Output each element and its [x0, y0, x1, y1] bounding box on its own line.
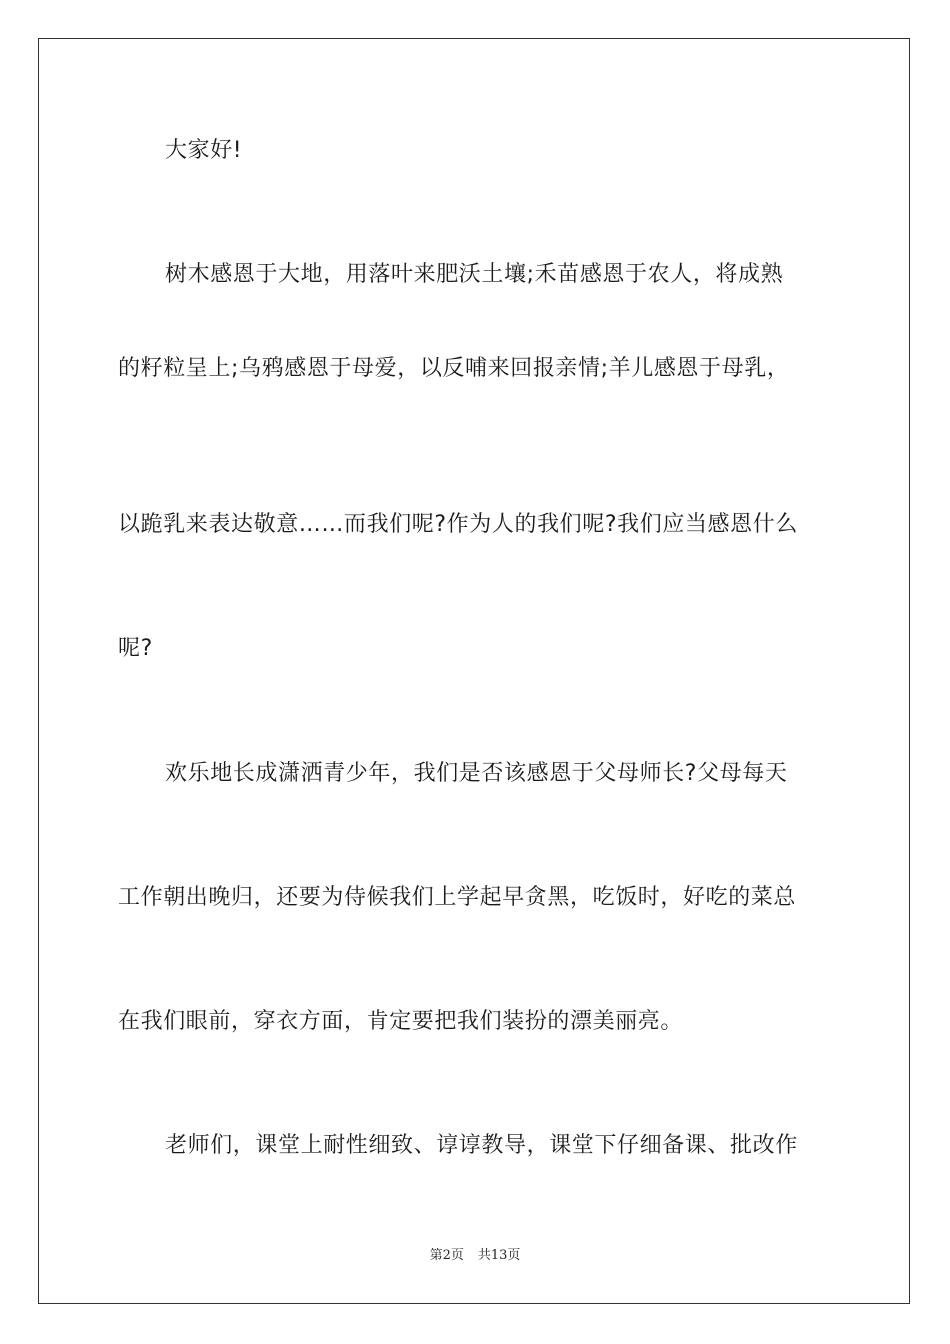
- text-line: 树木感恩于大地，用落叶来肥沃土壤;禾苗感恩于农人，将成熟: [165, 262, 784, 287]
- page-border: [38, 38, 910, 1304]
- text-line: 在我们眼前，穿衣方面，肯定要把我们装扮的漂美丽亮。: [118, 1009, 684, 1034]
- text-line: 以跪乳来表达敬意……而我们呢?作为人的我们呢?我们应当感恩什么: [118, 512, 798, 537]
- page-number-total: 共13页: [477, 1248, 521, 1263]
- text-line: 呢?: [118, 636, 153, 661]
- page-number-current: 第2页: [429, 1248, 464, 1263]
- text-line: 欢乐地长成潇洒青少年，我们是否该感恩于父母师长?父母每天: [165, 761, 788, 786]
- page-footer: [0, 1247, 950, 1265]
- text-line-greeting: 大家好!: [165, 138, 243, 163]
- text-line: 工作朝出晚归，还要为侍候我们上学起早贪黑，吃饭时，好吃的菜总: [118, 885, 797, 910]
- text-line: 的籽粒呈上;乌鸦感恩于母爱，以反哺来回报亲情;羊儿感恩于母乳，: [118, 356, 790, 381]
- text-line: 老师们，课堂上耐性细致、谆谆教导，课堂下仔细备课、批改作: [165, 1133, 798, 1158]
